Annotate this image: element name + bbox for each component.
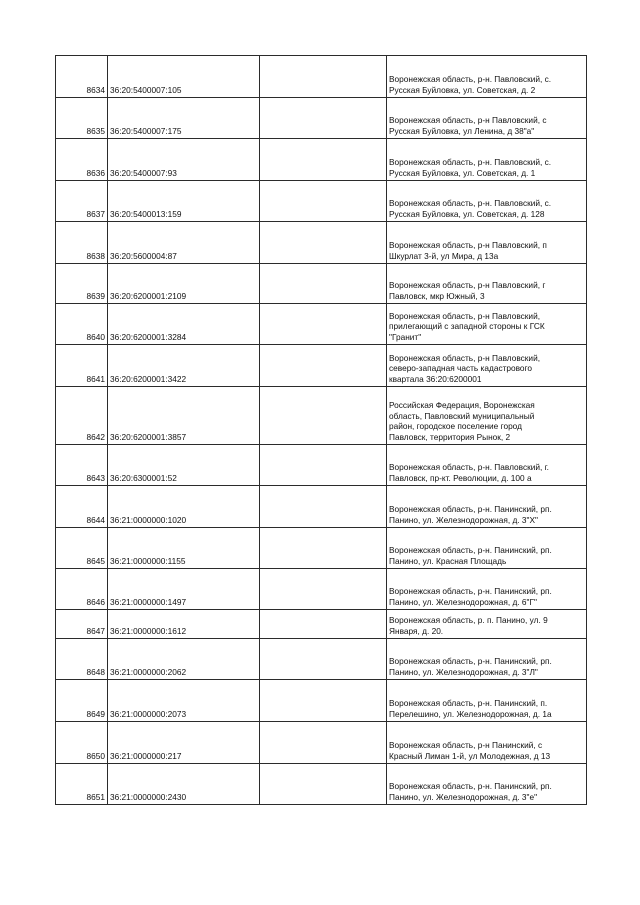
row-number-cell: 8635 xyxy=(56,98,108,139)
empty-cell xyxy=(260,569,387,610)
table-row xyxy=(56,264,587,304)
empty-cell xyxy=(260,387,387,445)
address-cell: Воронежская область, р-н. Павловский, г. Павловск, пр-кт. Революции, д. 100 а xyxy=(387,445,587,486)
address-cell: Воронежская область, р-н Павловский, п Шкурлат 3-й, ул Мира, д 13а xyxy=(387,222,587,264)
empty-cell xyxy=(260,98,387,139)
address-cell: Воронежская область, р-н. Панинский, рп. Панино, ул. Железнодорожная, д. 3"е" xyxy=(387,764,587,805)
cadastral-number-cell: 36:20:6200001:3284 xyxy=(108,304,260,345)
row-number-cell: 8643 xyxy=(56,445,108,486)
cadastral-number-cell: 36:21:0000000:2430 xyxy=(108,764,260,805)
table-row xyxy=(56,445,587,486)
empty-cell xyxy=(260,56,387,98)
cadastral-number-cell: 36:21:0000000:1497 xyxy=(108,569,260,610)
empty-cell xyxy=(260,680,387,722)
empty-cell xyxy=(260,345,387,387)
cadastral-number-cell: 36:20:5400013:159 xyxy=(108,181,260,222)
address-cell: Воронежская область, р-н. Панинский, рп. Панино, ул. Железнодорожная, д. 3"Х" xyxy=(387,486,587,528)
cadastral-number-cell: 36:20:5400007:93 xyxy=(108,139,260,181)
table-row xyxy=(56,569,587,610)
row-number-cell: 8636 xyxy=(56,139,108,181)
table-row xyxy=(56,528,587,569)
address-cell: Воронежская область, р-н. Панинский, п. Перелешино, ул. Железнодорожная, д. 1а xyxy=(387,680,587,722)
cadastral-number-cell: 36:20:6200001:2109 xyxy=(108,264,260,304)
empty-cell xyxy=(260,139,387,181)
address-cell: Воронежская область, р-н. Павловский, с. Русская Буйловка, ул. Советская, д. 128 xyxy=(387,181,587,222)
table-row xyxy=(56,387,587,445)
cadastral-number-cell: 36:20:6200001:3422 xyxy=(108,345,260,387)
empty-cell xyxy=(260,181,387,222)
address-cell: Воронежская область, р-н Павловский, г Павловск, мкр Южный, 3 xyxy=(387,264,587,304)
cadastral-number-cell: 36:21:0000000:1155 xyxy=(108,528,260,569)
address-cell: Российская Федерация, Воронежская область, Павловский муниципальный район, городское поселение город Павловск, территория Рынок, 2 xyxy=(387,387,587,445)
address-cell: Воронежская область, р. п. Панино, ул. 9 Января, д. 20. xyxy=(387,610,587,639)
empty-cell xyxy=(260,445,387,486)
table-row xyxy=(56,639,587,680)
cadastral-number-cell: 36:20:5600004:87 xyxy=(108,222,260,264)
row-number-cell: 8648 xyxy=(56,639,108,680)
cadastral-number-cell: 36:21:0000000:1020 xyxy=(108,486,260,528)
table-row xyxy=(56,680,587,722)
empty-cell xyxy=(260,222,387,264)
cadastral-number-cell: 36:20:5400007:105 xyxy=(108,56,260,98)
row-number-cell: 8647 xyxy=(56,610,108,639)
table-row xyxy=(56,98,587,139)
empty-cell xyxy=(260,639,387,680)
address-cell: Воронежская область, р-н Панинский, с Красный Лиман 1-й, ул Молодежная, д 13 xyxy=(387,722,587,764)
row-number-cell: 8641 xyxy=(56,345,108,387)
cadastral-number-cell: 36:21:0000000:2062 xyxy=(108,639,260,680)
table-row xyxy=(56,722,587,764)
row-number-cell: 8639 xyxy=(56,264,108,304)
address-cell: Воронежская область, р-н Павловский, северо-западная часть кадастрового квартала 36:20:6200001 xyxy=(387,345,587,387)
address-cell: Воронежская область, р-н Павловский, с Русская Буйловка, ул Ленина, д 38"а" xyxy=(387,98,587,139)
address-cell: Воронежская область, р-н. Панинский, рп. Панино, ул. Красная Площадь xyxy=(387,528,587,569)
property-registry-table xyxy=(55,55,587,805)
cadastral-number-cell: 36:21:0000000:2073 xyxy=(108,680,260,722)
cadastral-number-cell: 36:21:0000000:217 xyxy=(108,722,260,764)
table-row xyxy=(56,486,587,528)
address-cell: Воронежская область, р-н. Павловский, с. Русская Буйловка, ул. Советская, д. 2 xyxy=(387,56,587,98)
cadastral-number-cell: 36:20:6300001:52 xyxy=(108,445,260,486)
empty-cell xyxy=(260,304,387,345)
row-number-cell: 8634 xyxy=(56,56,108,98)
row-number-cell: 8645 xyxy=(56,528,108,569)
row-number-cell: 8644 xyxy=(56,486,108,528)
empty-cell xyxy=(260,764,387,805)
row-number-cell: 8638 xyxy=(56,222,108,264)
address-cell: Воронежская область, р-н Павловский, прилегающий с западной стороны к ГСК "Гранит" xyxy=(387,304,587,345)
table-row xyxy=(56,764,587,805)
empty-cell xyxy=(260,486,387,528)
row-number-cell: 8642 xyxy=(56,387,108,445)
cadastral-number-cell: 36:21:0000000:1612 xyxy=(108,610,260,639)
table-row xyxy=(56,345,587,387)
row-number-cell: 8650 xyxy=(56,722,108,764)
table-row xyxy=(56,139,587,181)
row-number-cell: 8649 xyxy=(56,680,108,722)
row-number-cell: 8646 xyxy=(56,569,108,610)
cadastral-number-cell: 36:20:6200001:3857 xyxy=(108,387,260,445)
empty-cell xyxy=(260,610,387,639)
table-row xyxy=(56,56,587,98)
registry-table-body xyxy=(56,56,587,805)
table-row xyxy=(56,304,587,345)
address-cell: Воронежская область, р-н. Павловский, с. Русская Буйловка, ул. Советская, д. 1 xyxy=(387,139,587,181)
cadastral-number-cell: 36:20:5400007:175 xyxy=(108,98,260,139)
row-number-cell: 8640 xyxy=(56,304,108,345)
row-number-cell: 8637 xyxy=(56,181,108,222)
address-cell: Воронежская область, р-н. Панинский, рп. Панино, ул. Железнодорожная, д. 3"Л" xyxy=(387,639,587,680)
table-row xyxy=(56,610,587,639)
table-row xyxy=(56,181,587,222)
empty-cell xyxy=(260,528,387,569)
address-cell: Воронежская область, р-н. Панинский, рп. Панино, ул. Железнодорожная, д. 6"Г" xyxy=(387,569,587,610)
empty-cell xyxy=(260,722,387,764)
table-row xyxy=(56,222,587,264)
row-number-cell: 8651 xyxy=(56,764,108,805)
empty-cell xyxy=(260,264,387,304)
